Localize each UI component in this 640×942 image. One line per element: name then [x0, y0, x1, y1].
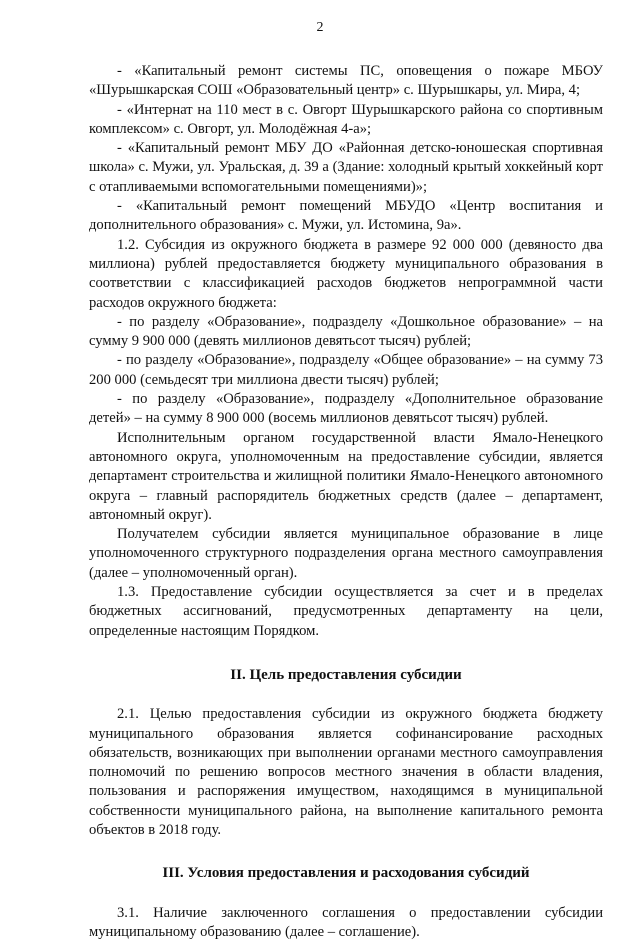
- paragraph-2-1: 2.1. Целью предоставления субсидии из окружного бюджета бюджету муниципального образования является софинансирование расходных обязательств, возникающих при выполнении органами местного самоуправления полномочий по решению вопросов местного значения в области владения, пользования и распоряжения имуществом, находящимся в муниципальной собственности муниципального района, на выполнение капитального ремонта объектов в 2018 году.: [89, 706, 603, 838]
- paragraph-1-3: 1.3. Предоставление субсидии осуществляется за счет и в пределах бюджетных ассигнований, предусмотренных департаменту на цели, определенные настоящим Порядком.: [89, 584, 603, 639]
- document-body: [89, 62, 603, 942]
- list-item: - «Интернат на 110 мест в с. Овгорт Шурышкарского района со спортивным комплексом» с. Овгорт, ул. Молодёжная 4-а»;: [89, 101, 603, 137]
- paragraph-1-2: 1.2. Субсидия из окружного бюджета в размере 92 000 000 (девяносто два миллиона) рублей предоставляется бюджету муниципального образования в соответствии с классификацией расходов бюджетов непрограммной части расходов окружного бюджета:: [89, 236, 603, 311]
- paragraph-3-1: 3.1. Наличие заключенного соглашения о предоставлении субсидии муниципальному образованию (далее – соглашение).: [89, 904, 603, 940]
- page-number: 2: [316, 20, 324, 35]
- allocation-item: - по разделу «Образование», подразделу «Общее образование» – на сумму 73 200 000 (семьдесят три миллиона двести тысяч) рублей;: [89, 352, 603, 388]
- section-heading-3: III. Условия предоставления и расходования субсидий: [162, 865, 530, 882]
- list-item: - «Капитальный ремонт системы ПС, оповещения о пожаре МБОУ «Шурышкарская СОШ «Образовательный центр» с. Шурышкары, ул. Мира, 4;: [89, 63, 603, 99]
- allocation-item: - по разделу «Образование», подразделу «Дошкольное образование» – на сумму 9 900 000 (девять миллионов девятьсот тысяч) рублей;: [89, 313, 603, 350]
- list-item: - «Капитальный ремонт МБУ ДО «Районная детско-юношеская спортивная школа» с. Мужи, ул. Уральская, д. 39 а (Здание: холодный крытый хоккейный корт с отапливаемыми вспомогательными помещениями)»;: [89, 140, 603, 195]
- list-item: - «Капитальный ремонт помещений МБУДО «Центр воспитания и дополнительного образования» с. Мужи, ул. Истомина, 9а».: [89, 198, 603, 234]
- paragraph-executive-body: Исполнительным органом государственной власти Ямало-Ненецкого автономного округа, уполномоченным на предоставление субсидии, является департамент строительства и жилищной политики Ямало-Ненецкого автономного округа – главный распорядитель бюджетных средств (далее – департамент, автономный округ).: [89, 429, 603, 523]
- section-heading-2: II. Цель предоставления субсидии: [230, 666, 462, 683]
- paragraph-recipient: Получателем субсидии является муниципальное образование в лице уполномоченного структурного подразделения органа местного самоуправления (далее – уполномоченный орган).: [89, 526, 603, 581]
- allocation-item: - по разделу «Образование», подразделу «Дополнительное образование детей» – на сумму 8 900 000 (восемь миллионов девятьсот тысяч) рублей.: [89, 391, 603, 427]
